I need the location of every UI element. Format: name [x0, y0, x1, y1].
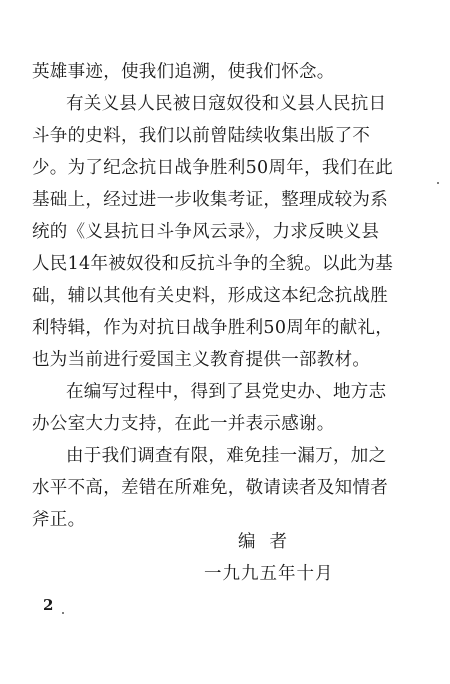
signature: 编者	[238, 532, 301, 552]
text-line-15: 斧正。	[32, 510, 86, 530]
text-line-8: 础，辅以其他有关史料，形成这本纪念抗战胜	[32, 286, 388, 306]
text-line-9: 利特辑，作为对抗日战争胜利50周年的献礼，	[32, 318, 394, 338]
scan-speck	[62, 612, 64, 614]
text-line-2: 有关义县人民被日寇奴役和义县人民抗日	[66, 94, 387, 114]
text-line-10: 也为当前进行爱国主义教育提供一部教材。	[32, 350, 371, 370]
text-line-1: 英雄事迹，使我们追溯，使我们怀念。	[32, 62, 335, 82]
scan-speck	[437, 182, 439, 184]
text-line-6: 统的《义县抗日斗争风云录》，力求反映义县	[32, 222, 380, 242]
text-line-7: 人民14年被奴役和反抗斗争的全貌。以此为基	[32, 254, 394, 274]
text-line-3: 斗争的史料，我们以前曾陆续收集出版了不	[32, 126, 371, 146]
text-line-12: 办公室大力支持，在此一并表示感谢。	[32, 414, 335, 434]
text-line-13: 由于我们调查有限，难免挂一漏万，加之	[66, 446, 387, 466]
text-line-11: 在编写过程中，得到了县党史办、地方志	[66, 382, 387, 402]
page-number: 2	[43, 596, 54, 614]
text-line-5: 基础上，经过进一步收集考证，整理成较为系	[32, 190, 388, 210]
text-line-4: 少。为了纪念抗日战争胜利50周年，我们在此	[32, 158, 394, 178]
date: 一九九五年十月	[204, 564, 334, 584]
text-line-14: 水平不高，差错在所难免，敬请读者及知情者	[32, 478, 388, 498]
